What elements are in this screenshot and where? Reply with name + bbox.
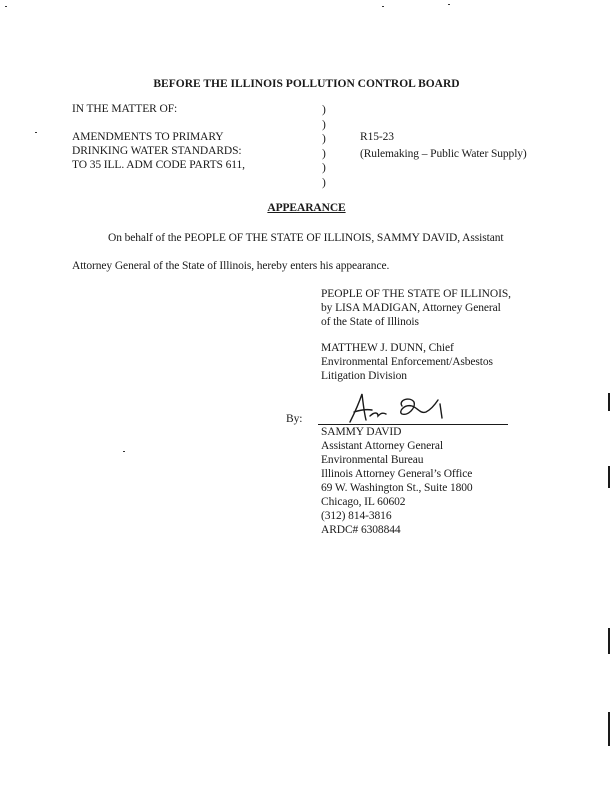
attorney-line: 69 W. Washington St., Suite 1800	[321, 482, 473, 494]
paren: )	[322, 176, 326, 189]
scan-speck	[382, 6, 384, 7]
handwritten-signature	[342, 392, 452, 426]
docket-type: (Rulemaking – Public Water Supply)	[360, 148, 527, 160]
appearance-heading: APPEARANCE	[267, 202, 346, 214]
chief-line: MATTHEW J. DUNN, Chief	[321, 342, 454, 354]
paren: )	[322, 104, 326, 116]
scan-speck	[5, 6, 7, 7]
docket-number: R15-23	[360, 131, 394, 143]
attorney-line: Assistant Attorney General	[321, 440, 443, 452]
attorney-line: (312) 814-3816	[321, 510, 392, 522]
caption-parentheses	[322, 103, 326, 191]
attorney-block	[321, 425, 473, 537]
attorney-line: Illinois Attorney General’s Office	[321, 468, 473, 480]
scan-mark	[608, 393, 610, 411]
scan-mark	[608, 466, 610, 488]
party-line: PEOPLE OF THE STATE OF ILLINOIS,	[321, 288, 511, 300]
scan-speck	[123, 451, 125, 452]
party-line: of the State of Illinois	[321, 316, 419, 328]
matter-line	[72, 116, 245, 130]
appearance-body-line1: On behalf of the PEOPLE OF THE STATE OF ILLINOIS, SAMMY DAVID, Assistant	[108, 232, 504, 244]
matter-line: AMENDMENTS TO PRIMARY	[72, 131, 224, 143]
chief-line: Litigation Division	[321, 370, 407, 382]
scan-mark	[608, 628, 610, 654]
paren: )	[322, 118, 326, 131]
matter-line: DRINKING WATER STANDARDS:	[72, 145, 242, 157]
party-line: by LISA MADIGAN, Attorney General	[321, 302, 501, 314]
paren: )	[322, 133, 326, 146]
chief-block	[321, 341, 493, 383]
attorney-line: SAMMY DAVID	[321, 426, 402, 438]
paren: )	[322, 162, 326, 175]
scan-speck	[35, 132, 37, 133]
attorney-line: Chicago, IL 60602	[321, 496, 406, 508]
attorney-line: Environmental Bureau	[321, 454, 424, 466]
scan-mark	[608, 712, 610, 746]
matter-line: IN THE MATTER OF:	[72, 103, 178, 115]
paren: )	[322, 147, 326, 160]
chief-line: Environmental Enforcement/Asbestos	[321, 356, 493, 368]
appearance-body-line2: Attorney General of the State of Illinois, hereby enters his appearance.	[72, 260, 390, 272]
matter-line: TO 35 ILL. ADM CODE PARTS 611,	[72, 159, 245, 171]
board-title: BEFORE THE ILLINOIS POLLUTION CONTROL BOARD	[153, 78, 460, 90]
by-label: By:	[286, 413, 303, 425]
matter-caption	[72, 102, 245, 172]
attorney-line: ARDC# 6308844	[321, 524, 401, 536]
scan-speck	[448, 4, 450, 5]
party-block	[321, 287, 511, 329]
